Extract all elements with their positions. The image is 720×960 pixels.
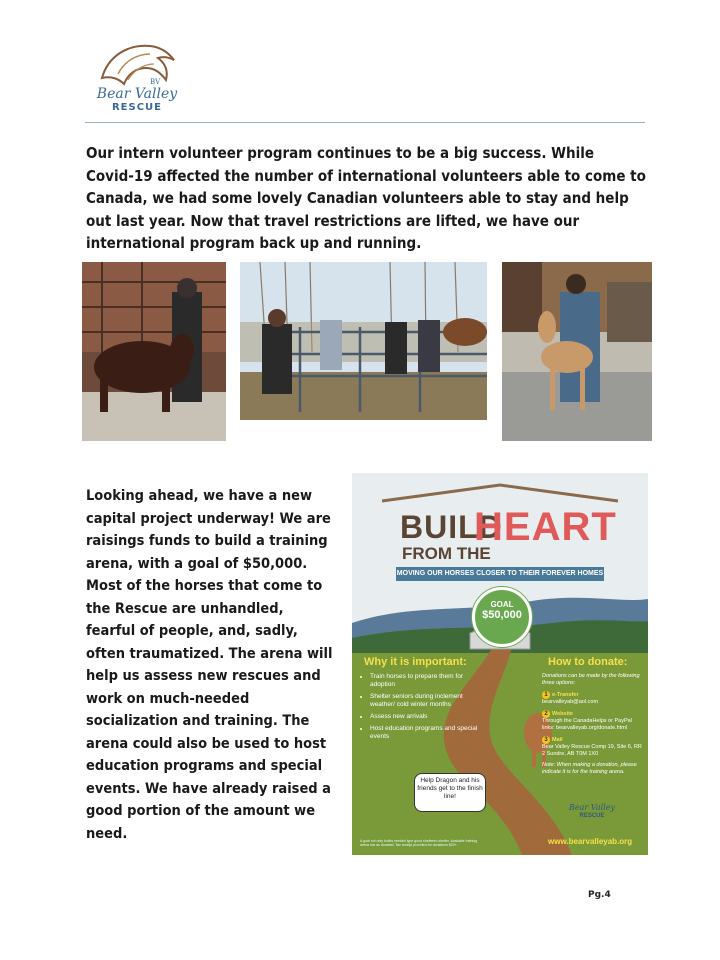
poster-website: www.bearvalleyab.org — [548, 837, 633, 846]
page-number: Pg.4 — [588, 890, 611, 900]
intro-paragraph: Our intern volunteer program continues to be a big success. While Covid-19 affected the number of international volunteers able to come to Canada, we had some lovely Canadian volunteers able to stay and help out last year. Now that travel restrictions are lifted, we have our international program back up and running. — [86, 144, 646, 252]
why-item: • Shelter seniors during inclement weather/ cold winter months — [370, 693, 478, 709]
donate-option-website: 2 Website Through the CanadaHelps or PayPal links: bearvalleyab.org/donate.html — [542, 711, 632, 731]
speech-bubble: Help Dragon and his friends get to the finish line! — [414, 773, 486, 812]
poster-banner: MOVING OUR HORSES CLOSER TO THEIR FOREVER HOMES — [396, 567, 604, 581]
horse-head-logo-icon — [88, 34, 188, 90]
poster-title-heart: HEART — [474, 505, 617, 549]
why-item: • Host education programs and special events — [370, 725, 478, 741]
poster-logo-line1: Bear Valley — [569, 803, 615, 812]
donate-note: Note: When making a donation, please indicate it is for the training arena. — [542, 762, 637, 775]
photo-volunteer-with-pony — [82, 262, 226, 441]
poster-logo-line2: RESCUE — [579, 813, 605, 819]
poster-title-build: BUILD — [400, 509, 503, 545]
poster-fine-print: A goal not only builds needed type good sheltered shelter. Available training arena low as donated. Tax receipt provided for donations $20+. — [360, 839, 478, 847]
poster-title-from-the: FROM THE — [402, 544, 491, 563]
donate-option-mail: 3 Mail Bear Valley Rescue Comp 19, Site 6, RR 2 Sundre, AB T0M 1X0 — [542, 737, 642, 757]
build-from-the-heart-poster — [352, 473, 648, 855]
logo-name-line2: RESCUE — [111, 102, 163, 113]
why-list — [360, 673, 478, 745]
donate-options — [542, 673, 642, 776]
bear-valley-rescue-logo — [88, 34, 188, 118]
logo-name-line1: Bear Valley — [96, 86, 178, 102]
why-heading: Why it is important: — [364, 656, 467, 668]
goal-amount: $50,000 — [482, 609, 522, 621]
how-heading: How to donate: — [548, 656, 628, 668]
photo-volunteer-with-foal — [502, 262, 652, 441]
header-divider — [85, 122, 645, 123]
donate-option-etransfer: 1 e-Transfer bearvalleyab@aol.com — [542, 692, 599, 705]
poster-goal-badge — [472, 587, 532, 647]
arena-project-paragraph: Looking ahead, we have a new capital project underway! We are raisings funds to build a training arena, with a goal of $50,000. Most of the horses that come to the Rescue are unhandled, fearful of people, and, sadly, often traumatized. The arena will help us assess new rescues and work on much-needed socialization and training. The arena could also be used to host education programs and special events. We have already raised a good portion of the amount we need. — [86, 488, 333, 842]
why-item: • Assess new arrivals — [370, 713, 478, 721]
donate-intro: Donations can be made by the following three options: — [542, 673, 640, 686]
goal-label: GOAL — [490, 600, 514, 609]
photo-volunteers-at-round-pen — [240, 262, 487, 420]
logo-initials: BV — [150, 78, 161, 86]
why-item: • Train horses to prepare them for adoption — [370, 673, 478, 689]
